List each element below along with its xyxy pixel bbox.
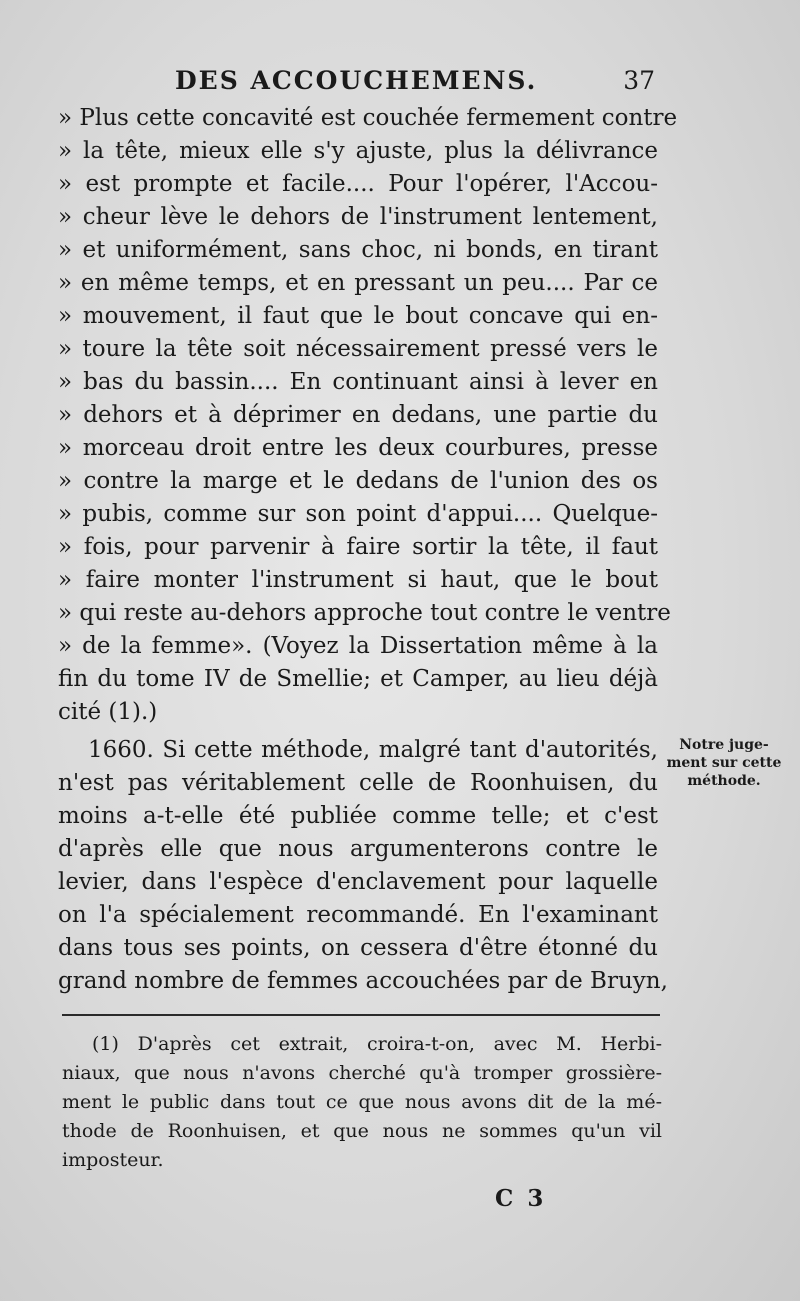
body-line: » toure la tête soit nécessairement pressé vers le [58, 336, 658, 362]
footnote-line: imposteur. [62, 1149, 164, 1171]
body-line: d'après elle que nous argumenterons contre le [58, 836, 658, 862]
body-line: » cheur lève le dehors de l'instrument lentement, [58, 204, 658, 230]
margin-note [664, 736, 784, 790]
body-line: » fois, pour parvenir à faire sortir la tête, il faut [58, 534, 658, 560]
body-line: » faire monter l'instrument si haut, que le bout [58, 567, 658, 593]
margin-note-line: méthode. [687, 773, 761, 789]
body-line: on l'a spécialement recommandé. En l'examinant [58, 902, 658, 928]
body-line: » dehors et à déprimer en dedans, une partie du [58, 402, 658, 428]
body-line: » qui reste au-dehors approche tout contre le ventre [58, 600, 671, 626]
body-line: » de la femme». (Voyez la Dissertation même à la [58, 633, 658, 659]
body-line: » est prompte et facile.... Pour l'opérer, l'Accou- [58, 171, 658, 197]
margin-note-line: ment sur cette [666, 755, 782, 771]
body-line: » morceau droit entre les deux courbures, presse [58, 435, 658, 461]
margin-note-line: Notre juge- [679, 737, 769, 753]
body-line: » en même temps, et en pressant un peu.... Par ce [58, 270, 658, 296]
body-line: fin du tome IV de Smellie; et Camper, au lieu déjà [58, 666, 658, 692]
body-line: » mouvement, il faut que le bout concave qui en- [58, 303, 658, 329]
body-line: moins a-t-elle été publiée comme telle; et c'est [58, 803, 658, 829]
page-number: 37 [623, 66, 655, 95]
body-line: » contre la marge et le dedans de l'union des os [58, 468, 658, 494]
running-title: DES ACCOUCHEMENS. [175, 66, 538, 95]
body-line: » la tête, mieux elle s'y ajuste, plus la délivrance [58, 138, 658, 164]
signature-mark: C 3 [495, 1185, 547, 1212]
footnote-line: thode de Roonhuisen, et que nous ne sommes qu'un vil [62, 1120, 662, 1142]
paragraph-start-line: 1660. Si cette méthode, malgré tant d'autorités, [88, 737, 658, 763]
body-line: » bas du bassin.... En continuant ainsi à lever en [58, 369, 658, 395]
body-line: n'est pas véritablement celle de Roonhuisen, du [58, 770, 658, 796]
body-line: » et uniformément, sans choc, ni bonds, en tirant [58, 237, 658, 263]
body-line: levier, dans l'espèce d'enclavement pour laquelle [58, 869, 658, 895]
footnote-line: ment le public dans tout ce que nous avons dit de la mé- [62, 1091, 662, 1113]
body-line: » Plus cette concavité est couchée fermement contre [58, 105, 678, 131]
footnote-divider [62, 1014, 660, 1016]
footnote-line: niaux, que nous n'avons cherché qu'à tromper grossière- [62, 1062, 662, 1084]
running-head [175, 66, 655, 100]
body-line: cité (1).) [58, 699, 158, 725]
body-line: » pubis, comme sur son point d'appui.... Quelque- [58, 501, 658, 527]
body-line: dans tous ses points, on cessera d'être étonné du [58, 935, 658, 961]
body-line: grand nombre de femmes accouchées par de Bruyn, [58, 968, 668, 994]
footnote-line: (1) D'après cet extrait, croira-t-on, avec M. Herbi- [92, 1033, 662, 1055]
